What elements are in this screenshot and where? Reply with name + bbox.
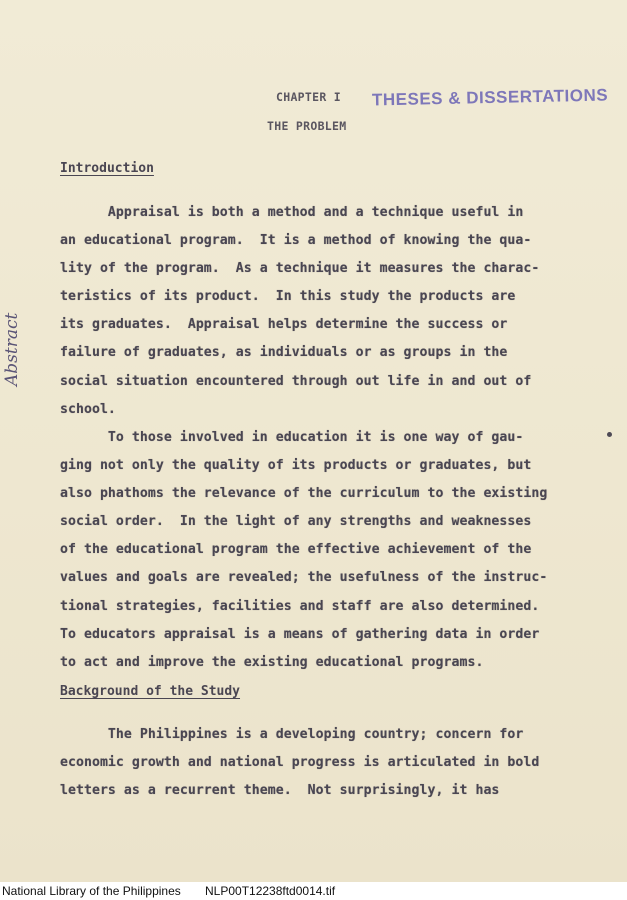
handwritten-margin-note: Abstract — [2, 312, 22, 386]
chapter-title: THE PROBLEM — [267, 119, 347, 133]
background-paragraph-1: The Philippines is a developing country; concern for economic growth and national progress is articulated in bold letters as a recurrent theme. Not surprisingly, it has — [60, 727, 540, 799]
footer-filename: NLP00T12238ftd0014.tif — [205, 884, 336, 898]
section-heading-background: Background of the Study — [60, 684, 241, 699]
scan-footer — [0, 882, 627, 900]
section-heading-introduction: Introduction — [60, 161, 154, 176]
introduction-paragraph-2: To those involved in education it is one way of gau- ging not only the quality of its products or graduates, but also phathoms the relevance of the curriculum to the existing social order. In the light of any strengths and weaknesses of the educational program the effective achievement of the values and goals are revealed; the usefulness of the instruc- tional strategies, facilities and staff are also determined. To educators appraisal is a means of gathering data in order to act and improve the existing educational programs. — [60, 430, 548, 670]
theses-dissertations-stamp: THESES & DISSERTATIONS — [371, 85, 609, 110]
ink-dot — [607, 432, 612, 437]
chapter-label: CHAPTER I — [276, 90, 342, 104]
introduction-paragraph-1: Appraisal is both a method and a technique useful in an educational program. It is a method of knowing the qua- lity of the program. As a technique it measures the charac- teristics of its product. In this study the products are its graduates. Appraisal helps determine the success or failure of graduates, as individuals or as groups in the social situation encountered through out life in and out of school. — [60, 205, 540, 417]
footer-institution: National Library of the Philippines — [2, 884, 181, 898]
